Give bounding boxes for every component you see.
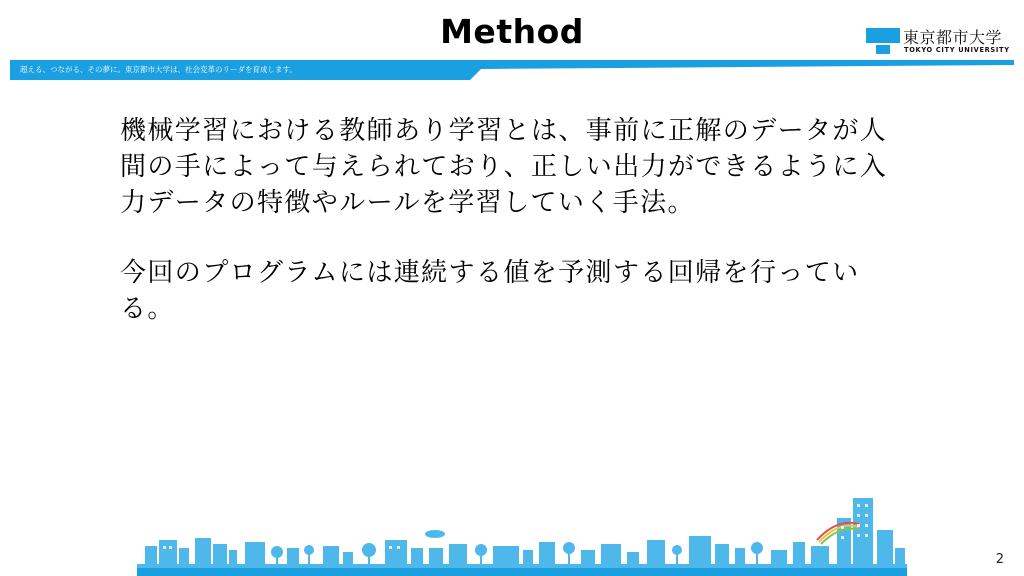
- logo-name-en: TOKYO CITY UNIVERSITY: [904, 46, 1010, 54]
- city-skyline-illustration: [137, 490, 907, 576]
- body-content: [120, 113, 910, 361]
- tagline-text: 超える、つながる、その夢に。東京都市大学は、社会変革のリーダを育成します。: [20, 65, 297, 74]
- body-paragraph-2: 今回のプログラムには連続する値を予測する回帰を行っている。: [120, 258, 860, 324]
- university-logo: [866, 25, 1016, 59]
- logo-mark-icon: [866, 28, 900, 54]
- body-paragraph-1: 機械学習における教師あり学習とは、事前に正解のデータが人間の手によって与えられており、正しい出力ができるように入力データの特徴やルールを学習していく手法。: [120, 116, 888, 218]
- page-number: 2: [995, 552, 1004, 567]
- slide-title: Method: [440, 12, 584, 51]
- logo-name-jp: 東京都市大学: [903, 28, 1003, 47]
